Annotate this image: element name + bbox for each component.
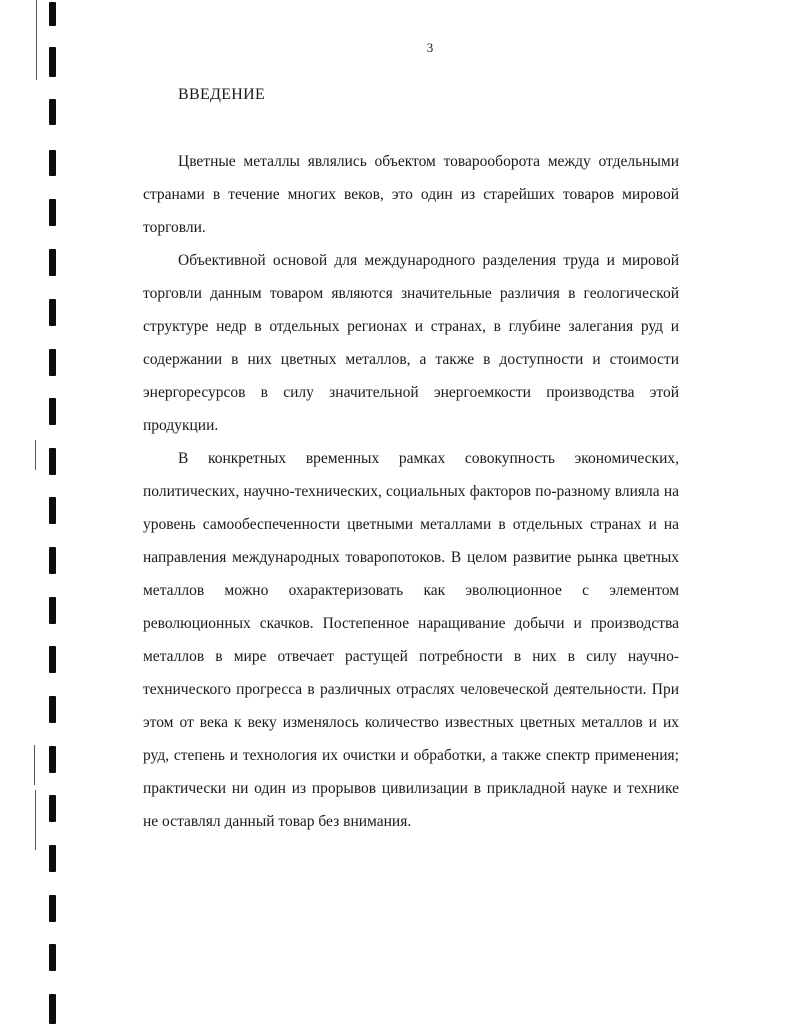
page-number: 3 <box>426 40 434 55</box>
binding-mark <box>49 994 56 1024</box>
binding-mark <box>49 646 56 673</box>
binding-mark <box>49 497 56 524</box>
scan-line <box>34 745 35 785</box>
paragraph: В конкретных временных рамках совокупность экономических, политических, научно-технических, социальных факторов по-разному влияла на уровень самообеспеченности цветными металлами в отдельных странах и на направления международных товаропотоков. В целом развитие рынка цветных металлов можно охарактеризовать как эволюционное с элементом революционных скачков. Постепенное наращивание добычи и производства металлов в мире отвечает растущей потребности в них в силу научно-технического прогресса в различных отраслях человеческой деятельности. При этом от века к веку изменялось количество известных цветных металлов и их руд, степень и технология их очистки и обработки, а также спектр применения; практически ни один из прорывов цивилизации в прикладной науке и технике не оставлял данный товар без внимания. <box>143 450 679 830</box>
binding-mark <box>49 944 56 971</box>
section-heading: ВВЕДЕНИЕ <box>178 86 266 103</box>
binding-mark <box>49 696 56 723</box>
binding-mark <box>49 597 56 624</box>
scan-line <box>35 440 36 470</box>
binding-mark <box>49 398 56 425</box>
binding-mark <box>49 199 56 226</box>
binding-mark <box>49 150 56 176</box>
binding-mark <box>49 895 56 922</box>
binding-mark <box>49 299 56 326</box>
scan-line <box>35 790 36 850</box>
binding-mark <box>49 99 56 125</box>
binding-mark <box>49 795 56 822</box>
body-text <box>143 145 679 838</box>
binding-mark <box>49 2 56 26</box>
binding-mark <box>49 845 56 872</box>
binding-mark <box>49 448 56 475</box>
binding-mark <box>49 349 56 376</box>
paragraph: Цветные металлы являлись объектом товарооборота между отдельными странами в течение многих веков, это один из старейших товаров мировой торговли. <box>143 153 679 236</box>
scan-edge-marks <box>0 0 80 1024</box>
binding-mark <box>49 547 56 574</box>
binding-mark <box>49 249 56 276</box>
paragraph: Объективной основой для международного разделения труда и мировой торговли данным товаром являются значительные различия в геологической структуре недр в отдельных регионах и странах, в глубине залегания руд и содержании в них цветных металлов, а также в доступности и стоимости энергоресурсов в силу значительной энергоемкости производства этой продукции. <box>143 252 679 434</box>
binding-mark <box>49 746 56 773</box>
